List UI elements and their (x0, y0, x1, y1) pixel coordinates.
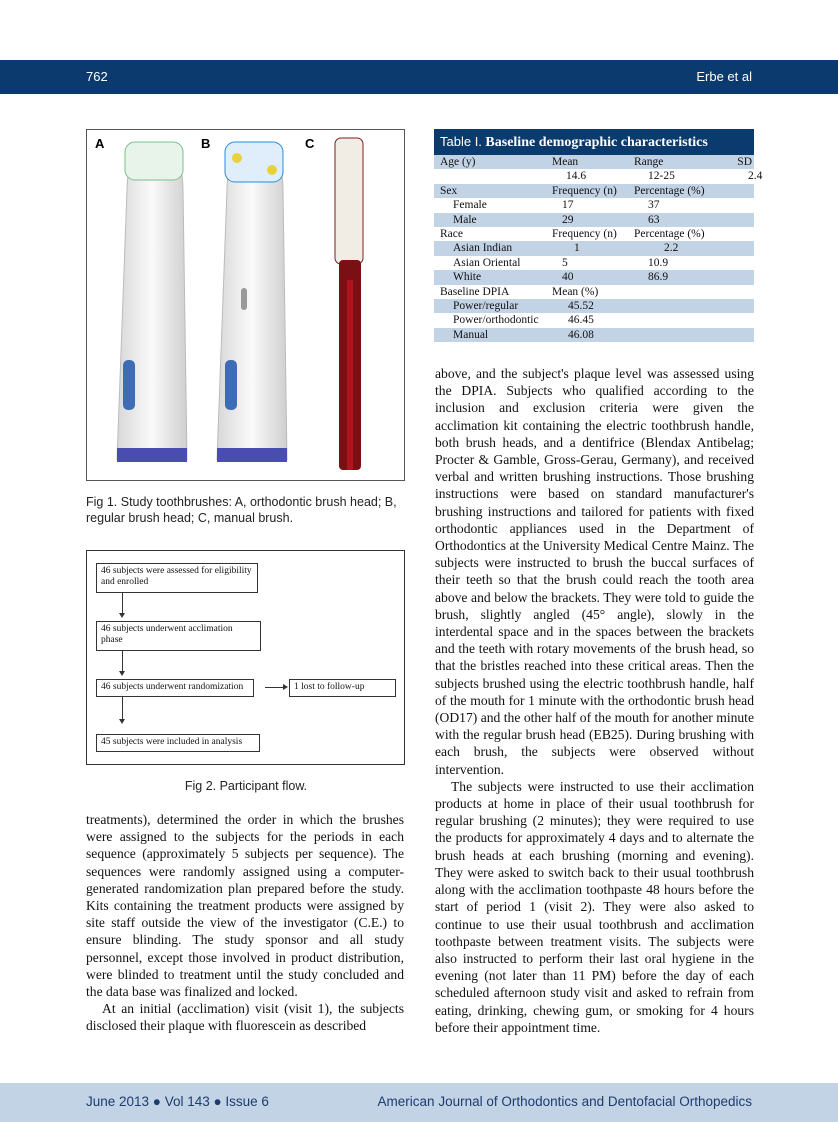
figure-1-toothbrushes (86, 129, 405, 481)
table-cell: 40 (562, 271, 574, 284)
table-cell: 12-25 (648, 170, 675, 183)
flow-box-randomization: 46 subjects underwent randomization (96, 679, 254, 697)
table-row (434, 227, 754, 241)
flow-box-analysis: 45 subjects were included in analysis (96, 734, 260, 752)
page-number: 762 (86, 69, 108, 84)
table-cell: Mean (%) (552, 285, 599, 298)
table-cell (634, 328, 734, 342)
table-cell: 29 (562, 213, 574, 226)
table-cell: 5 (562, 256, 568, 269)
figure-1-caption: Fig 1. Study toothbrushes: A, orthodontic brush head; B, regular brush head; C, manual brush. (86, 495, 397, 525)
flow-box-enrolled: 46 subjects were assessed for eligibility and enrolled (96, 563, 258, 593)
table-cell: Race (440, 227, 463, 240)
table-cell: 2.4 (748, 170, 763, 183)
table-cell: 46.08 (568, 328, 594, 341)
figure-label-b: B (201, 136, 211, 151)
table-cell: Baseline DPIA (440, 285, 510, 298)
table-cell: 10.9 (648, 256, 669, 269)
table-cell: 46.45 (568, 314, 594, 327)
journal-name: American Journal of Orthodontics and Dentofacial Orthopedics (377, 1094, 752, 1109)
table-row (434, 184, 754, 198)
figure-2-participant-flow (86, 550, 405, 765)
table-cell (734, 213, 754, 227)
table-row (434, 256, 754, 270)
table-cell: SD (737, 156, 752, 168)
table-row (434, 285, 754, 299)
table-cell (634, 313, 734, 327)
table-row (434, 241, 754, 255)
table-cell (734, 241, 754, 255)
flow-arrow (122, 593, 123, 615)
running-header (0, 60, 838, 94)
table-cell: Percentage (%) (634, 184, 705, 197)
table-cell: 63 (648, 213, 660, 226)
table-row (434, 270, 754, 284)
table-cell (734, 184, 754, 198)
table-cell (634, 285, 734, 299)
table-cell (734, 285, 754, 299)
table-cell: Age (y) (440, 156, 476, 168)
table-cell (434, 169, 552, 183)
running-footer (0, 1083, 838, 1122)
table-cell: 37 (648, 199, 660, 212)
table-cell (734, 299, 754, 313)
flow-box-acclimation: 46 subjects underwent acclimation phase (96, 621, 261, 651)
table-cell: Asian Oriental (453, 256, 521, 269)
table-title-text: Baseline demographic characteristics (485, 135, 708, 150)
table-cell: Frequency (n) (552, 227, 617, 240)
table-row (434, 299, 754, 313)
table-row (434, 328, 754, 342)
table-row (434, 169, 763, 183)
table-cell: 1 (574, 242, 580, 255)
table-title (434, 129, 754, 155)
figure-label-a: A (95, 136, 105, 151)
table-cell (734, 328, 754, 342)
toothbrushes-image (87, 130, 404, 480)
table-cell: 2.2 (664, 242, 679, 255)
right-column-text (435, 365, 754, 1036)
table-number: Table I. (440, 134, 482, 149)
table-cell: 86.9 (648, 271, 669, 284)
table-cell (734, 227, 754, 241)
table-cell: 45.52 (568, 299, 594, 312)
left-column-text (86, 811, 404, 1035)
figure-2-caption: Fig 2. Participant flow. (184, 779, 308, 793)
table-row (434, 213, 754, 227)
flow-arrow (265, 687, 284, 688)
table-cell: Asian Indian (453, 242, 513, 255)
table-row (434, 155, 754, 169)
table-row (434, 313, 754, 327)
table-cell: Frequency (n) (552, 184, 617, 197)
table-cell: 14.6 (566, 170, 587, 183)
table-row (434, 198, 754, 212)
table-1 (434, 129, 763, 342)
figure-label-c: C (305, 136, 315, 151)
flow-box-lost: 1 lost to follow-up (289, 679, 396, 697)
table-cell: Range (634, 156, 664, 168)
table-cell: White (453, 271, 482, 284)
table-cell (734, 256, 754, 270)
table-cell (734, 313, 754, 327)
flow-arrow (122, 697, 123, 721)
paragraph: The subjects were instructed to use their acclimation products at home in place of their usual toothbrush for regular brushing (2 minutes); they were required to use the products for approximately 4 days and to alternate the brush heads at each brushing (morning and evening). They were asked to switch back to their usual toothbrush along with the acclimation toothpaste 48 hours before the start of period 1 (visit 2). They were also asked to continue to use their usual toothbrush and acclimation toothpaste between treatment visits. The subjects were also instructed to perform their last oral hygiene in the evening (not later than 11 PM) before the day of each scheduled afternoon study visit and asked to refrain from eating, drinking, chewing gum, or smoking for 4 hours before their appointment time. (435, 778, 754, 1035)
table-cell: Manual (453, 328, 489, 341)
table-cell (734, 198, 754, 212)
table-cell: Percentage (%) (634, 227, 705, 240)
table-cell (734, 270, 754, 284)
table-cell: Male (453, 213, 477, 226)
running-authors: Erbe et al (696, 69, 752, 84)
table-cell: Power/orthodontic (453, 314, 539, 327)
issue-info: June 2013 ● Vol 143 ● Issue 6 (86, 1094, 269, 1109)
paragraph: above, and the subject's plaque level was assessed using the DPIA. Subjects who qualified according to the inclusion and exclusion criteria were given the acclimation kit containing the electric toothbrush handle, both brush heads, and a dentifrice (Blendax Antibelag; Procter & Gamble, Gross-Gerau, Germany), and received verbal and written brushing instructions. Those brushing instructions were based on standard manufacturer's brushing instructions and tailored for patients with fixed orthodontic appliances used in the Department of Orthodontics at the University Medical Centre Mainz. The subjects were instructed to brush the buccal surfaces of their teeth so that the brush could reach the tooth area above and below the brackets. They were told to guide the brush, slightly angled (45° angle), slowly in the interdental space and in the spaces between the brackets and the teeth with rotary movements of the brush head, so that the bristles reached into these critical areas. Then the subjects brushed using the electric toothbrush handle, half of the mouth for 1 minute with the orthodontic brush head (OD17) and the other half of the mouth for another minute with the regular brush head (EB25). During brushing with each brush, the subjects were observed without intervention. (435, 366, 754, 777)
table-cell: Mean (552, 156, 579, 168)
flow-arrow (122, 651, 123, 673)
table-cell: 17 (562, 199, 574, 212)
table-cell: Sex (440, 184, 458, 197)
table-cell: Female (453, 199, 487, 212)
table-cell: Power/regular (453, 299, 519, 312)
paragraph: At an initial (acclimation) visit (visit 1), the subjects disclosed their plaque with fluorescein as described (86, 1001, 404, 1034)
table-cell (634, 299, 734, 313)
paragraph: treatments), determined the order in which the brushes were assigned to the subjects for the periods in each sequence (approximately 5 subjects per sequence). The sequences were randomly assigned using a computer-generated randomization plan prepared before the study. Kits containing the treatment products were assigned by site staff outside the view of the investigator (C.E.) to ensure blinding. The study sponsor and all study personnel, except those involved in product distribution, were blinded to treatment until the study concluded and the data base was finalized and locked. (86, 812, 404, 1000)
